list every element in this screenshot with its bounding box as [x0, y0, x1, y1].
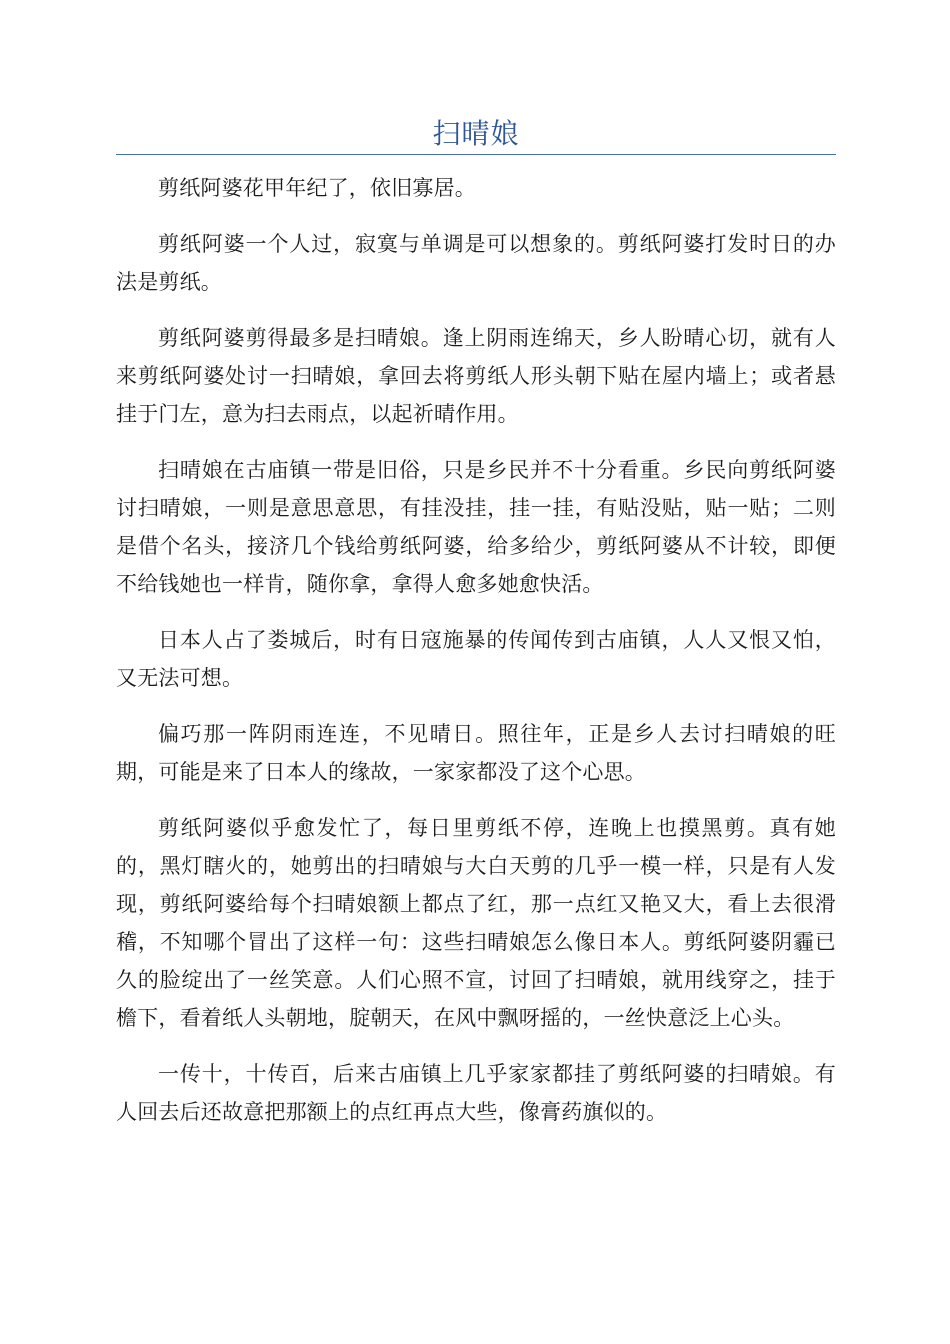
paragraph: 偏巧那一阵阴雨连连，不见晴日。照往年，正是乡人去讨扫晴娘的旺期，可能是来了日本人的缘故，一家家都没了这个心思。: [116, 722, 836, 784]
title-underline: [116, 154, 836, 155]
document-body: [116, 169, 836, 1131]
paragraph: 剪纸阿婆花甲年纪了，依旧寡居。: [158, 176, 476, 200]
paragraph: 剪纸阿婆似乎愈发忙了，每日里剪纸不停，连晚上也摸黑剪。真有她的，黑灯瞎火的，她剪出的扫晴娘与大白天剪的几乎一模一样，只是有人发现，剪纸阿婆给每个扫晴娘额上都点了红，那一点红又艳又大，看上去很滑稽，不知哪个冒出了这样一句：这些扫晴娘怎么像日本人。剪纸阿婆阴霾已久的脸绽出了一丝笑意。人们心照不宣，讨回了扫晴娘，就用线穿之，挂于檐下，看着纸人头朝地，腚朝天，在风中飘呀摇的，一丝快意泛上心头。: [116, 816, 836, 1030]
paragraph: 剪纸阿婆剪得最多是扫晴娘。逢上阴雨连绵天，乡人盼晴心切，就有人来剪纸阿婆处讨一扫晴娘，拿回去将剪纸人形头朝下贴在屋内墙上；或者悬挂于门左，意为扫去雨点，以起祈晴作用。: [116, 326, 836, 426]
paragraph: 一传十，十传百，后来古庙镇上几乎家家都挂了剪纸阿婆的扫晴娘。有人回去后还故意把那额上的点红再点大些，像膏药旗似的。: [116, 1062, 836, 1124]
document-page: [116, 0, 836, 1149]
paragraph: 扫晴娘在古庙镇一带是旧俗，只是乡民并不十分看重。乡民向剪纸阿婆讨扫晴娘，一则是意思意思，有挂没挂，挂一挂，有贴没贴，贴一贴；二则是借个名头，接济几个钱给剪纸阿婆，给多给少，剪纸阿婆从不计较，即便不给钱她也一样肯，随你拿，拿得人愈多她愈快活。: [116, 458, 836, 596]
document-title: 扫晴娘: [432, 117, 520, 150]
paragraph: 剪纸阿婆一个人过，寂寞与单调是可以想象的。剪纸阿婆打发时日的办法是剪纸。: [116, 232, 836, 294]
paragraph: 日本人占了娄城后，时有日寇施暴的传闻传到古庙镇，人人又恨又怕，又无法可想。: [116, 628, 836, 690]
